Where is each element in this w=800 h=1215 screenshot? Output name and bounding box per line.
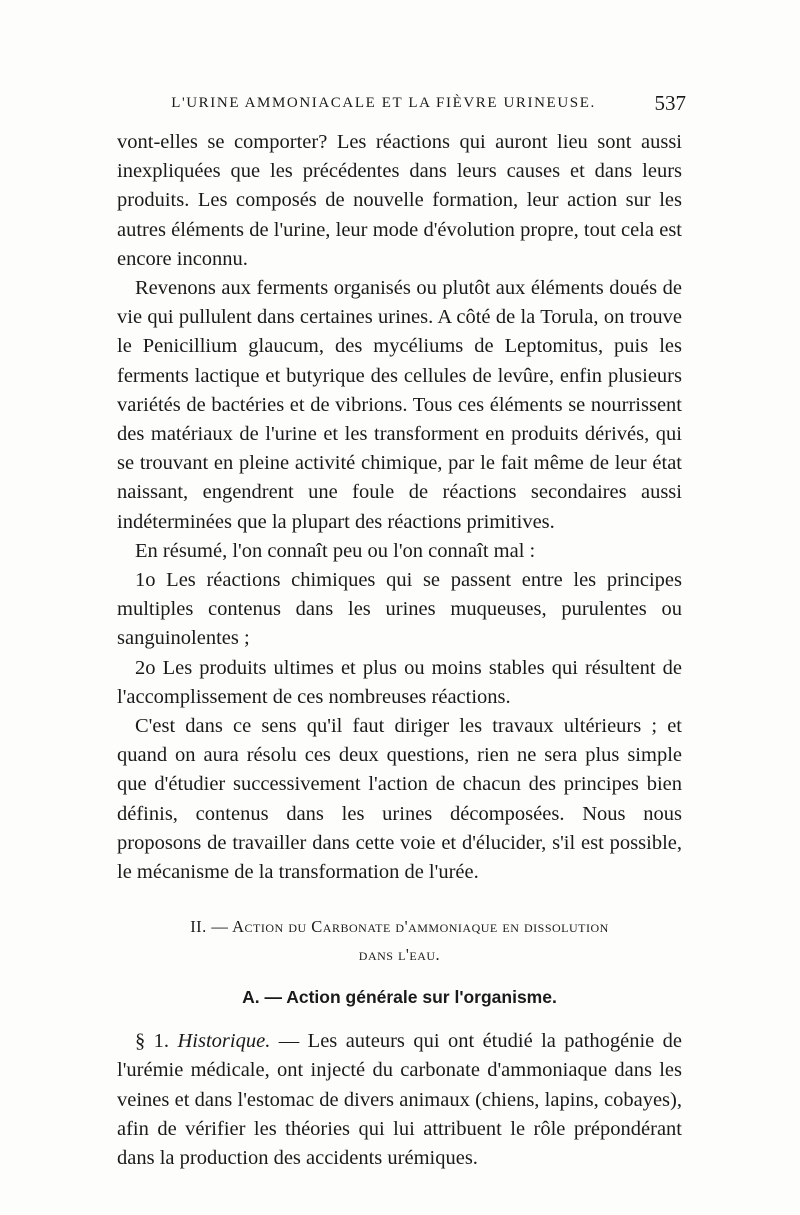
page-number: 537 <box>654 91 686 115</box>
historique-title: Historique. <box>177 1030 271 1053</box>
section-heading-line: II. — Action du Carbonate d'ammoniaque en dissolution <box>190 917 609 937</box>
paragraph: Revenons aux ferments organisés ou plutôt aux éléments doués de vie qui pullulent dans certaines urines. A côté de la Torula, on trouve le Penicillium glaucum, des mycéliums de Leptomitus, puis les ferments lactique et butyrique des cellules de levûre, enfin plusieurs variétés de bactéries et de vibrions. Tous ces éléments se nourrissent des matériaux de l'urine et les transforment en produits dérivés, qui se trouvant en pleine activité chimique, par le fait même de leur état naissant, engendrent une foule de réactions secondaires aussi indéterminées que la plupart des réactions primitives. <box>117 277 682 533</box>
section-marker: § 1. <box>135 1030 170 1053</box>
running-title: L'URINE AMMONIACALE ET LA FIÈVRE URINEUSE. <box>171 95 596 111</box>
section-heading <box>117 913 682 969</box>
paragraph: vont-elles se comporter? Les réactions qui auront lieu sont aussi inexpliquées que les précédentes dans leurs causes et dans leurs produits. Les composés de nouvelle formation, leur action sur les autres éléments de l'urine, leur mode d'évolution propre, tout cela est encore inconnu. <box>117 131 682 270</box>
subsection-heading: A. — Action générale sur l'organisme. <box>242 987 557 1008</box>
paragraph: En résumé, l'on connaît peu ou l'on connaît mal : <box>135 539 536 562</box>
paragraph: 1o Les réactions chimiques qui se passent entre les principes multiples contenus dans les urines muqueuses, purulentes ou sanguinolentes ; <box>117 569 682 650</box>
historique-text: — Les auteurs qui ont étudié la pathogénie de l'urémie médicale, ont injecté du carbonate d'ammoniaque dans les veines et dans l'estomac de divers animaux (chiens, lapins, cobayes), afin de vérifier les théories qui lui attribuent le rôle prépondérant dans la production des accidents urémiques. <box>117 1030 683 1170</box>
section-heading-line: dans l'eau. <box>358 945 441 965</box>
paragraph: 2o Les produits ultimes et plus ou moins stables qui résultent de l'accomplissement de ces nombreuses réactions. <box>117 656 682 708</box>
historique-paragraph <box>117 1027 682 1173</box>
running-header <box>115 91 686 119</box>
body-text <box>117 128 682 1173</box>
paragraph: C'est dans ce sens qu'il faut diriger les travaux ultérieurs ; et quand on aura résolu ces deux questions, rien ne sera plus simple que d'étudier successivement l'action de chacun des principes bien définis, contenus dans les urines décomposées. Nous nous proposons de travailler dans cette voie et d'élucider, s'il est possible, le mécanisme de la transformation de l'urée. <box>117 715 682 884</box>
